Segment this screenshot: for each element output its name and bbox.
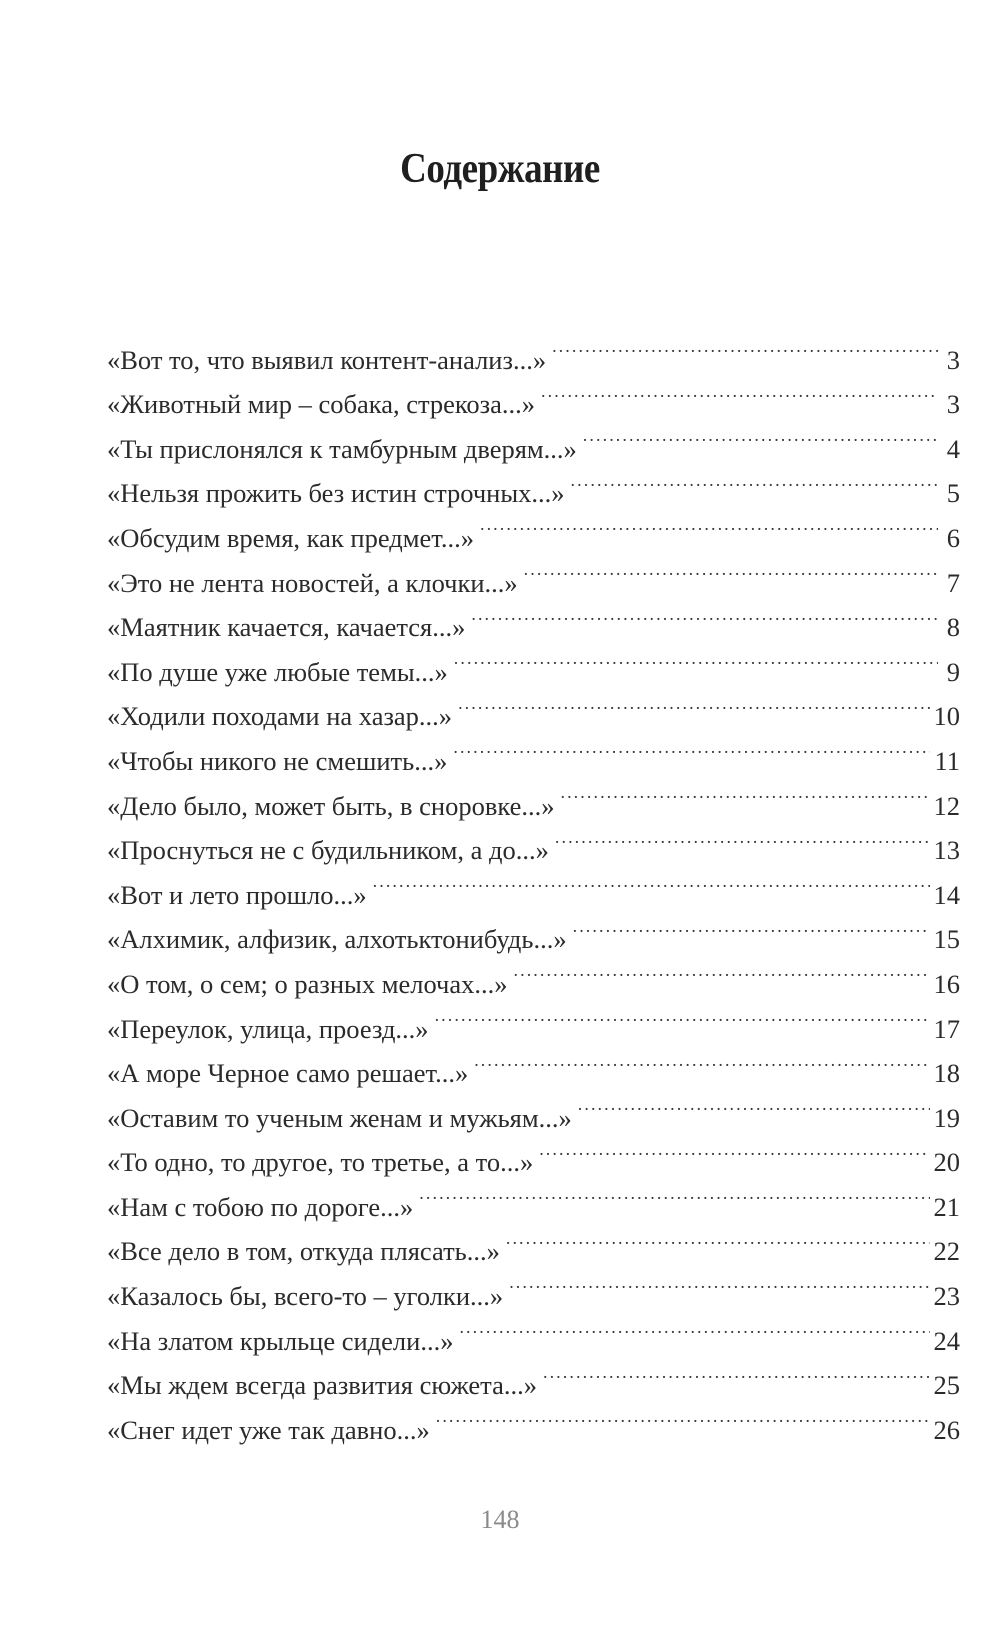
toc-entry-page: 26	[933, 1414, 960, 1445]
toc-entry-page: 22	[933, 1236, 960, 1267]
toc-entry-title: «Все дело в том, откуда плясать...»	[107, 1236, 500, 1267]
toc-entry-page: 5	[946, 478, 960, 509]
toc-entry-title: «Вот и лето прошло...»	[107, 879, 367, 910]
toc-entry-title: «Переулок, улица, проезд...»	[107, 1013, 429, 1044]
dot-leader	[435, 993, 930, 1038]
toc-entry-page: 11	[934, 745, 960, 776]
page-number: 148	[480, 1505, 520, 1534]
toc-entry-page: 9	[946, 656, 960, 687]
dot-leader	[471, 592, 938, 637]
dot-leader	[583, 413, 938, 458]
toc-entry-page: 24	[933, 1325, 960, 1356]
dot-leader	[373, 859, 930, 904]
dot-leader	[474, 1038, 929, 1083]
toc-entry-title: «Проснуться не с будильником, а до...»	[107, 835, 549, 866]
toc-entry-page: 13	[933, 835, 960, 866]
table-of-contents	[107, 324, 960, 1445]
toc-entry-title: «Чтобы никого не смешить...»	[107, 745, 448, 776]
dot-leader	[454, 636, 938, 681]
toc-entry-title: «Алхимик, алфизик, алхотьктонибудь...»	[107, 924, 567, 955]
dot-leader	[541, 369, 938, 414]
toc-entry-title: «Животный мир – собака, стрекоза...»	[107, 389, 536, 420]
toc-entry-title: «Нам с тобою по дороге...»	[107, 1191, 414, 1222]
toc-entry-page: 3	[946, 344, 960, 375]
dot-leader	[560, 770, 929, 815]
toc-entry-title: «Мы ждем всегда развития сюжета...»	[107, 1370, 537, 1401]
toc-entry-page: 21	[933, 1191, 960, 1222]
toc-entry-title: «То одно, то другое, то третье, а то...»	[107, 1147, 534, 1178]
toc-entry-page: 10	[933, 701, 960, 732]
dot-leader	[539, 1127, 929, 1172]
toc-entry-page: 7	[946, 567, 960, 598]
toc-entry-title: «Ты прислонялся к тамбурным дверям...»	[107, 433, 577, 464]
toc-entry-page: 15	[933, 924, 960, 955]
toc-entry-title: «Ходили походами на хазар...»	[107, 701, 453, 732]
dot-leader	[436, 1394, 930, 1439]
dot-leader	[573, 904, 930, 949]
toc-entry-title: «На златом крыльце сидели...»	[107, 1325, 454, 1356]
dot-leader	[480, 502, 938, 547]
toc-entry-page: 23	[933, 1281, 960, 1312]
dot-leader	[543, 1350, 930, 1395]
toc-entry-page: 4	[946, 433, 960, 464]
toc-entry-title: «А море Черное само решает...»	[107, 1058, 469, 1089]
page-title: Содержание	[400, 146, 600, 192]
dot-leader	[453, 725, 930, 770]
toc-entry-title: «Снег идет уже так давно...»	[107, 1414, 430, 1445]
dot-leader	[524, 547, 938, 592]
toc-entry-title: «Обсудим время, как предмет...»	[107, 522, 474, 553]
toc-entry	[107, 324, 960, 375]
dot-leader	[419, 1171, 929, 1216]
toc-entry-page: 20	[933, 1147, 960, 1178]
toc-entry-title: «Маятник качается, качается...»	[107, 612, 466, 643]
toc-entry-title: «Казалось бы, всего-то – уголки...»	[107, 1281, 504, 1312]
dot-leader	[571, 458, 938, 503]
dot-leader	[458, 681, 929, 726]
toc-entry-page: 18	[933, 1058, 960, 1089]
dot-leader	[459, 1305, 929, 1350]
dot-leader	[509, 1260, 929, 1305]
dot-leader	[552, 324, 938, 369]
toc-entry-page: 8	[946, 612, 960, 643]
toc-entry-title: «О том, о сем; о разных мелочах...»	[107, 968, 508, 999]
toc-entry-page: 3	[946, 389, 960, 420]
dot-leader	[555, 815, 930, 860]
toc-entry-title: «Это не лента новостей, а клочки...»	[107, 567, 518, 598]
dot-leader	[514, 948, 930, 993]
toc-entry-title: «По душе уже любые темы...»	[107, 656, 448, 687]
toc-entry-title: «Оставим то ученым женам и мужьям...»	[107, 1102, 572, 1133]
dot-leader	[506, 1216, 930, 1261]
dot-leader	[578, 1082, 930, 1127]
toc-entry-page: 12	[933, 790, 960, 821]
toc-entry-page: 17	[933, 1013, 960, 1044]
toc-entry-title: «Дело было, может быть, в сноровке...»	[107, 790, 555, 821]
toc-entry-page: 14	[933, 879, 960, 910]
toc-entry-page: 16	[933, 968, 960, 999]
toc-entry-title: «Нельзя прожить без истин строчных...»	[107, 478, 565, 509]
toc-entry-page: 19	[933, 1102, 960, 1133]
toc-entry-page: 6	[946, 522, 960, 553]
toc-entry-page: 25	[933, 1370, 960, 1401]
toc-entry-title: «Вот то, что выявил контент-анализ...»	[107, 344, 547, 375]
